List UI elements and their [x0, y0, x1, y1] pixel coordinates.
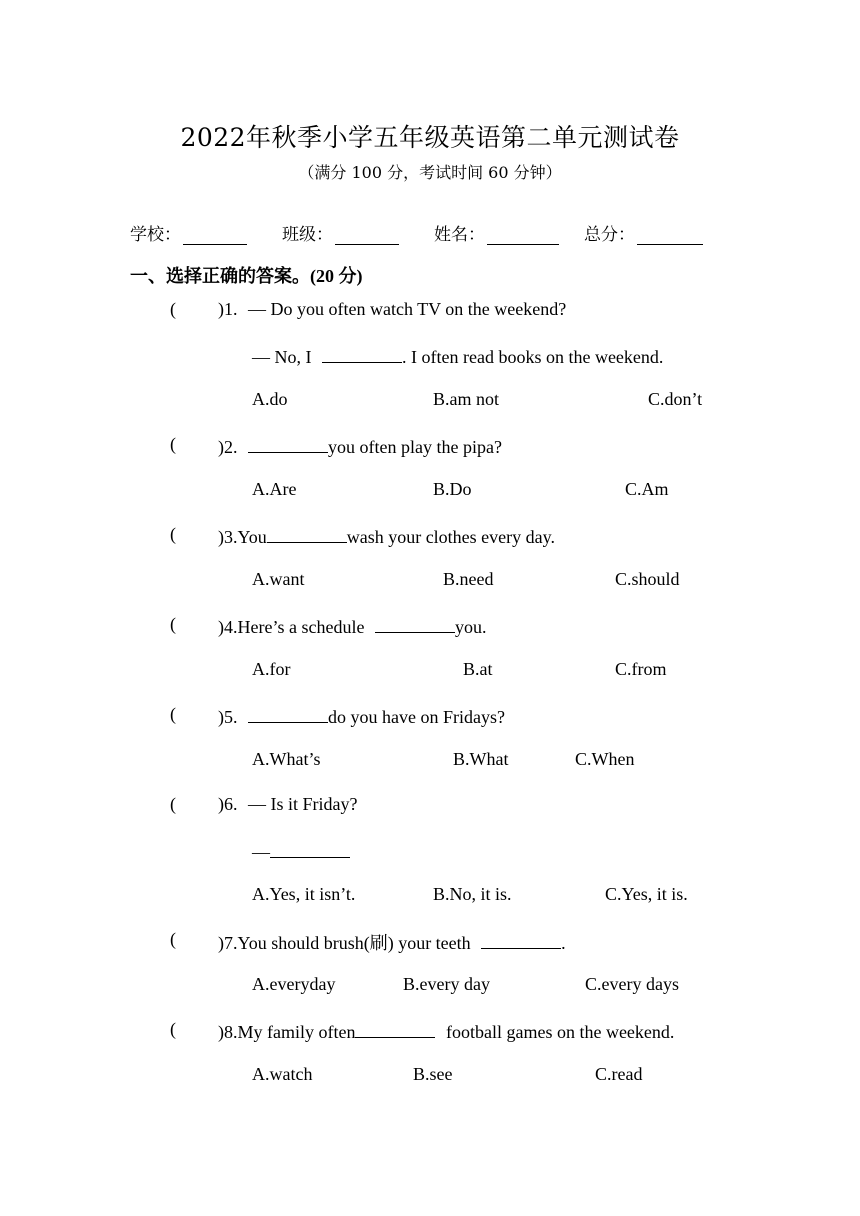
section-heading: [130, 262, 363, 288]
question-number: )4.: [218, 617, 238, 637]
reply-text: — No, I: [252, 347, 312, 367]
reply-dash: —: [252, 842, 270, 862]
question-8: [218, 1019, 674, 1043]
question-number: )7.: [218, 933, 238, 953]
section-score: (20 分): [310, 266, 363, 286]
option-a[interactable]: A.What’s: [252, 749, 321, 769]
option-a[interactable]: A.everyday: [252, 974, 336, 994]
question-number: )8.: [218, 1022, 238, 1042]
answer-paren-8[interactable]: (: [170, 1019, 176, 1039]
answer-blank[interactable]: [270, 839, 350, 858]
question-text: do you have on Fridays?: [328, 707, 505, 727]
option-b[interactable]: B.every day: [403, 974, 490, 994]
option-c[interactable]: C.from: [615, 659, 667, 679]
school-blank[interactable]: [183, 224, 247, 245]
answer-paren-5[interactable]: (: [170, 704, 176, 724]
option-b[interactable]: B.Do: [433, 479, 472, 499]
exam-title: 2022年秋季小学五年级英语第二单元测试卷: [180, 123, 680, 152]
option-c[interactable]: C.every days: [585, 974, 679, 994]
name-blank[interactable]: [487, 224, 559, 245]
question-text: — Do you often watch TV on the weekend?: [248, 299, 567, 319]
question-text-after: .: [561, 933, 566, 953]
class-field: [282, 220, 399, 245]
question-number: )6.: [218, 794, 238, 814]
option-b[interactable]: B.What: [453, 749, 509, 769]
answer-blank[interactable]: [355, 1019, 435, 1038]
question-6-reply: [252, 839, 350, 863]
school-label: 学校：: [130, 225, 181, 245]
option-a[interactable]: A.want: [252, 569, 305, 589]
answer-paren-1[interactable]: (: [170, 299, 176, 319]
question-1-reply: [252, 344, 663, 368]
total-score-blank[interactable]: [637, 224, 703, 245]
answer-blank[interactable]: [267, 524, 347, 543]
question-text: — Is it Friday?: [248, 794, 358, 814]
school-field: [130, 220, 247, 245]
option-c[interactable]: C.Am: [625, 479, 669, 499]
option-c[interactable]: C.don’t: [648, 389, 703, 409]
option-a[interactable]: A.watch: [252, 1064, 313, 1084]
option-a[interactable]: A.do: [252, 389, 288, 409]
option-c[interactable]: C.When: [575, 749, 635, 769]
name-field: [434, 220, 559, 245]
answer-paren-4[interactable]: (: [170, 614, 176, 634]
answer-blank[interactable]: [322, 344, 402, 363]
option-c[interactable]: C.read: [595, 1064, 643, 1084]
total-score-label: 总分：: [584, 225, 635, 245]
question-text-after: wash your clothes every day.: [346, 527, 555, 547]
question-4: [218, 614, 486, 638]
question-number: )5.: [218, 707, 238, 727]
answer-blank[interactable]: [248, 434, 328, 453]
question-text: My family often: [237, 1022, 356, 1042]
option-c[interactable]: C.Yes, it is.: [605, 884, 688, 904]
question-number: )2.: [218, 437, 238, 457]
option-b[interactable]: B.at: [463, 659, 493, 679]
option-a[interactable]: A.Are: [252, 479, 297, 499]
answer-blank[interactable]: [375, 614, 455, 633]
question-text-after: football games on the weekend.: [445, 1022, 675, 1042]
student-info-row: [130, 220, 750, 246]
question-number: )1.: [218, 299, 238, 319]
reply-text-after: . I often read books on the weekend.: [402, 347, 664, 367]
class-label: 班级：: [282, 225, 333, 245]
question-3: [218, 524, 555, 548]
question-5: [218, 704, 505, 728]
question-text: Here’s a schedule: [237, 617, 365, 637]
question-number: )3.: [218, 527, 238, 547]
option-b[interactable]: B.need: [443, 569, 494, 589]
question-2: [218, 434, 502, 458]
answer-blank[interactable]: [248, 704, 328, 723]
option-a[interactable]: A.for: [252, 659, 291, 679]
option-c[interactable]: C.should: [615, 569, 680, 589]
answer-paren-2[interactable]: (: [170, 434, 176, 454]
option-a[interactable]: A.Yes, it isn’t.: [252, 884, 356, 904]
section-label: 一、选择正确的答案。: [130, 266, 310, 287]
exam-subtitle: （满分 100 分，考试时间 60 分钟）: [298, 163, 562, 182]
total-score-field: [584, 220, 703, 245]
option-b[interactable]: B.see: [413, 1064, 453, 1084]
answer-paren-7[interactable]: (: [170, 929, 176, 949]
class-blank[interactable]: [335, 224, 399, 245]
question-6: [218, 794, 358, 815]
answer-paren-6[interactable]: (: [170, 794, 176, 814]
question-text: You should brush(刷) your teeth: [237, 933, 471, 953]
question-text: You: [237, 527, 267, 547]
option-b[interactable]: B.No, it is.: [433, 884, 512, 904]
answer-paren-3[interactable]: (: [170, 524, 176, 544]
question-7: [218, 929, 566, 955]
question-text-after: you.: [454, 617, 487, 637]
option-b[interactable]: B.am not: [433, 389, 499, 409]
question-text: you often play the pipa?: [328, 437, 502, 457]
answer-blank[interactable]: [481, 930, 561, 949]
question-1: [218, 299, 566, 320]
name-label: 姓名：: [434, 225, 485, 245]
